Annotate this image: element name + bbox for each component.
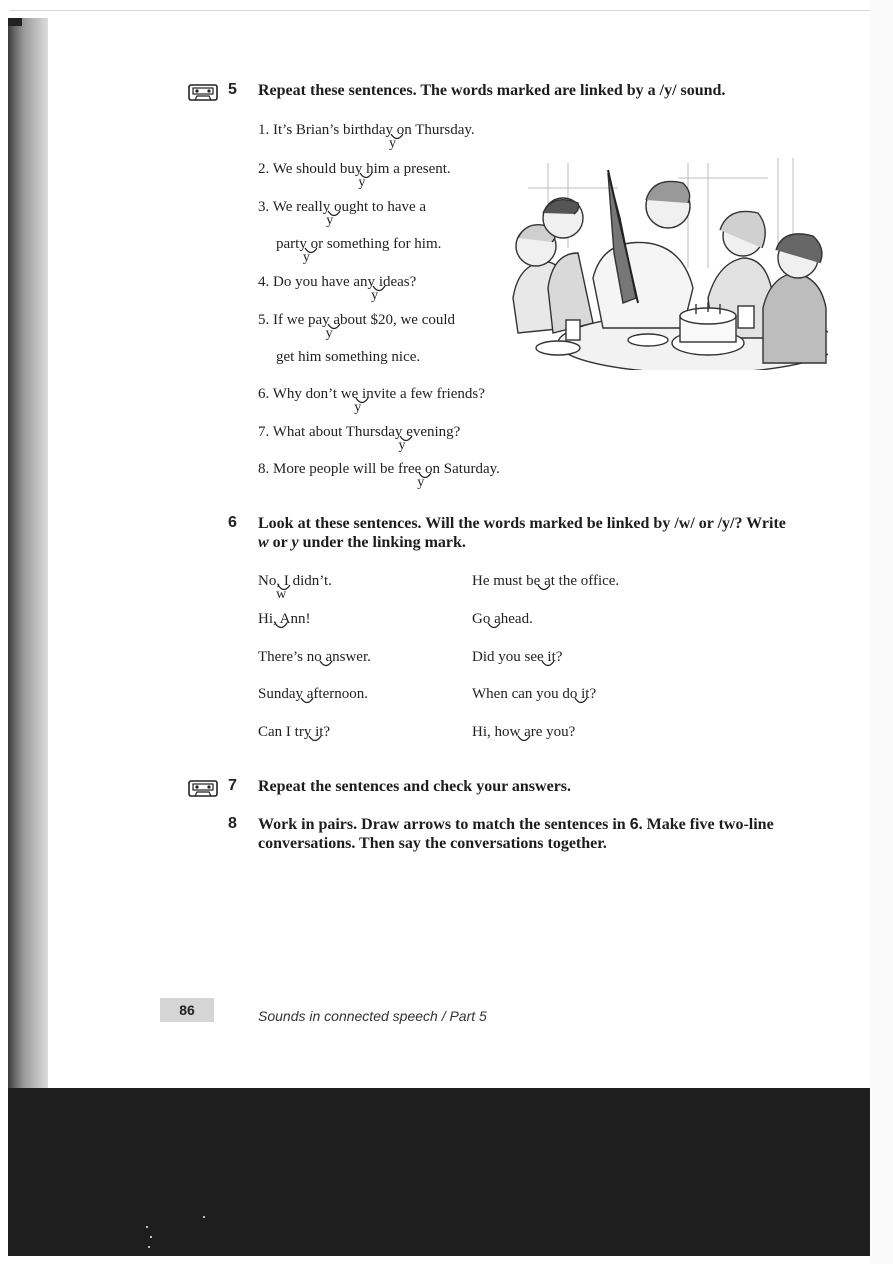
linking-mark-icon bbox=[517, 735, 531, 744]
sentence-part-before-link: Hi, bbox=[258, 611, 277, 627]
scan-right-margin bbox=[870, 0, 893, 1264]
sentence-part-after-link: it? bbox=[311, 724, 331, 740]
sentence-part-after-link: I didn’t. bbox=[280, 573, 332, 589]
exercise-5-instruction: Repeat these sentences. The words marked are linked by a /y/ sound. bbox=[258, 82, 726, 99]
linking-sound-letter: y bbox=[358, 175, 366, 190]
sentence-part-before-link: Did you see bbox=[472, 649, 544, 665]
linked-sentence bbox=[276, 235, 441, 253]
sentence-part-after-link: it? bbox=[543, 649, 563, 665]
exercise-7-number: 7 bbox=[228, 777, 237, 794]
linking-mark-icon bbox=[574, 697, 588, 706]
item-number: 5. bbox=[258, 312, 273, 328]
sentence-part-before-link: Go bbox=[472, 611, 491, 627]
item-number: 1. bbox=[258, 122, 273, 138]
exercise-6-instruction-line1: Look at these sentences. Will the words marked be linked by /w/ or /y/? Write bbox=[258, 515, 786, 532]
sentence-part-before-link: If we pay bbox=[273, 312, 330, 328]
sentence-part-after-link: Ann! bbox=[276, 611, 311, 627]
sentence-part-after-link: answer. bbox=[321, 649, 371, 665]
sentence-part-before-link: It’s Brian’s birthday bbox=[273, 122, 393, 138]
sentence-part-before-link: party bbox=[276, 236, 307, 252]
sentence-part-before-link: Do you have any bbox=[273, 274, 376, 290]
cassette-icon bbox=[188, 84, 218, 101]
linked-sentence bbox=[258, 610, 311, 628]
sentence-part-after-link: on Saturday. bbox=[421, 461, 500, 477]
linking-mark-icon bbox=[537, 584, 551, 593]
linked-sentence bbox=[258, 423, 460, 441]
sentence-part-before-link: When can you do bbox=[472, 686, 578, 702]
sentence-part-before-link: He must be bbox=[472, 573, 541, 589]
linked-sentence bbox=[258, 572, 332, 590]
sentence-part-after-link: afternoon. bbox=[303, 686, 368, 702]
linking-sound-letter: y bbox=[417, 475, 425, 490]
sentence-part-before-link: More people will be free bbox=[273, 461, 422, 477]
linking-sound-letter: y bbox=[302, 250, 310, 265]
sentence-part-before-link: We really bbox=[272, 199, 331, 215]
sentence-part-after-link: evening? bbox=[402, 424, 461, 440]
exercise-8-reference: 6 bbox=[629, 816, 639, 833]
sentence-part-after-link: about $20, we could bbox=[329, 312, 456, 328]
page-number: 86 bbox=[160, 998, 214, 1022]
exercise-8-instruction bbox=[258, 815, 774, 853]
linked-sentence bbox=[472, 572, 619, 590]
item-number: 8. bbox=[258, 461, 273, 477]
sentence-part-before-link: What about Thursday bbox=[272, 424, 403, 440]
exercise-6-y-letter: y bbox=[291, 534, 299, 551]
linking-sound-letter: y bbox=[326, 213, 334, 228]
scan-bottom-shadow bbox=[8, 1088, 870, 1256]
linked-sentence bbox=[258, 460, 500, 478]
linked-sentence bbox=[472, 610, 533, 628]
linked-sentence bbox=[258, 385, 485, 403]
sentence-part-before-link: We should buy bbox=[272, 161, 363, 177]
linked-sentence bbox=[472, 685, 596, 703]
linking-sound-letter: y bbox=[398, 438, 406, 453]
linking-mark-icon bbox=[308, 735, 322, 744]
exercise-6-instruction-rest: under the linking mark. bbox=[298, 534, 466, 551]
sentence-part-before-link: No, bbox=[258, 573, 281, 589]
sentence-part-after-link: ahead. bbox=[490, 611, 533, 627]
exercise-6-or: or bbox=[268, 534, 292, 551]
exercise-6-number: 6 bbox=[228, 514, 237, 531]
exercise-8-instruction-a: Work in pairs. Draw arrows to match the sentences in bbox=[258, 816, 630, 833]
sentence-part-after-link: invite a few friends? bbox=[358, 386, 485, 402]
linked-sentence bbox=[472, 648, 562, 666]
linking-mark-icon bbox=[319, 660, 333, 669]
linking-sound-letter: y bbox=[354, 400, 362, 415]
linked-sentence bbox=[258, 121, 475, 139]
item-number: 6. bbox=[258, 386, 273, 402]
linked-sentence bbox=[258, 648, 371, 666]
sentence-part-after-link: at the office. bbox=[540, 573, 620, 589]
sentence-part-after-link: ought to have a bbox=[330, 199, 427, 215]
linking-sound-letter: y bbox=[371, 288, 379, 303]
linked-sentence bbox=[258, 685, 368, 703]
birthday-party-illustration bbox=[508, 158, 828, 370]
linking-sound-letter: w bbox=[276, 587, 287, 602]
exercise-7-instruction: Repeat the sentences and check your answers. bbox=[258, 778, 572, 795]
linked-sentence bbox=[258, 160, 451, 178]
sentence-part-after-link: are you? bbox=[520, 724, 576, 740]
sentence-part-before-link: Why don’t we bbox=[272, 386, 359, 402]
exercise-5-number: 5 bbox=[228, 81, 237, 98]
linking-mark-icon bbox=[487, 622, 501, 631]
linking-sound-letter: y bbox=[389, 136, 396, 151]
linked-sentence bbox=[258, 723, 330, 741]
book-spine-shadow bbox=[8, 18, 48, 1090]
exercise-8-instruction-line2: conversations. Then say the conversations together. bbox=[258, 835, 607, 852]
sentence-part-before-link: Hi, how bbox=[472, 724, 521, 740]
exercise-6-w-letter: w bbox=[258, 534, 269, 551]
sentence-part-before-link: get him something nice. bbox=[276, 349, 421, 365]
sentence-part-after-link: ideas? bbox=[375, 274, 417, 290]
linked-sentence bbox=[258, 198, 426, 216]
sentence-part-after-link: it? bbox=[577, 686, 597, 702]
linking-mark-icon bbox=[274, 622, 288, 631]
item-number: 4. bbox=[258, 274, 273, 290]
sentence-part-after-link: or something for him. bbox=[306, 236, 442, 252]
linked-sentence bbox=[258, 311, 455, 329]
linking-mark-icon bbox=[541, 660, 555, 669]
sentence-part-before-link: Can I try bbox=[258, 724, 312, 740]
sentence-part-before-link: Sunday bbox=[258, 686, 303, 702]
sentence-part-after-link: on Thursday. bbox=[393, 122, 475, 138]
item-number: 3. bbox=[258, 199, 273, 215]
linking-sound-letter: y bbox=[325, 326, 333, 341]
exercise-6-instruction bbox=[258, 514, 786, 552]
scan-top-line bbox=[10, 10, 883, 11]
sentence-part-after-link: him a present. bbox=[362, 161, 451, 177]
footer-section-title: Sounds in connected speech / Part 5 bbox=[258, 1008, 487, 1024]
exercise-8-number: 8 bbox=[228, 815, 237, 832]
linked-sentence bbox=[472, 723, 575, 741]
item-number: 7. bbox=[258, 424, 273, 440]
exercise-8-instruction-b: . Make five two-line bbox=[638, 816, 774, 833]
sentence-part-before-link: There’s no bbox=[258, 649, 322, 665]
cassette-icon bbox=[188, 780, 218, 797]
linked-sentence bbox=[258, 273, 416, 291]
linking-mark-icon bbox=[300, 697, 314, 706]
item-number: 2. bbox=[258, 161, 273, 177]
linked-sentence bbox=[276, 348, 420, 366]
